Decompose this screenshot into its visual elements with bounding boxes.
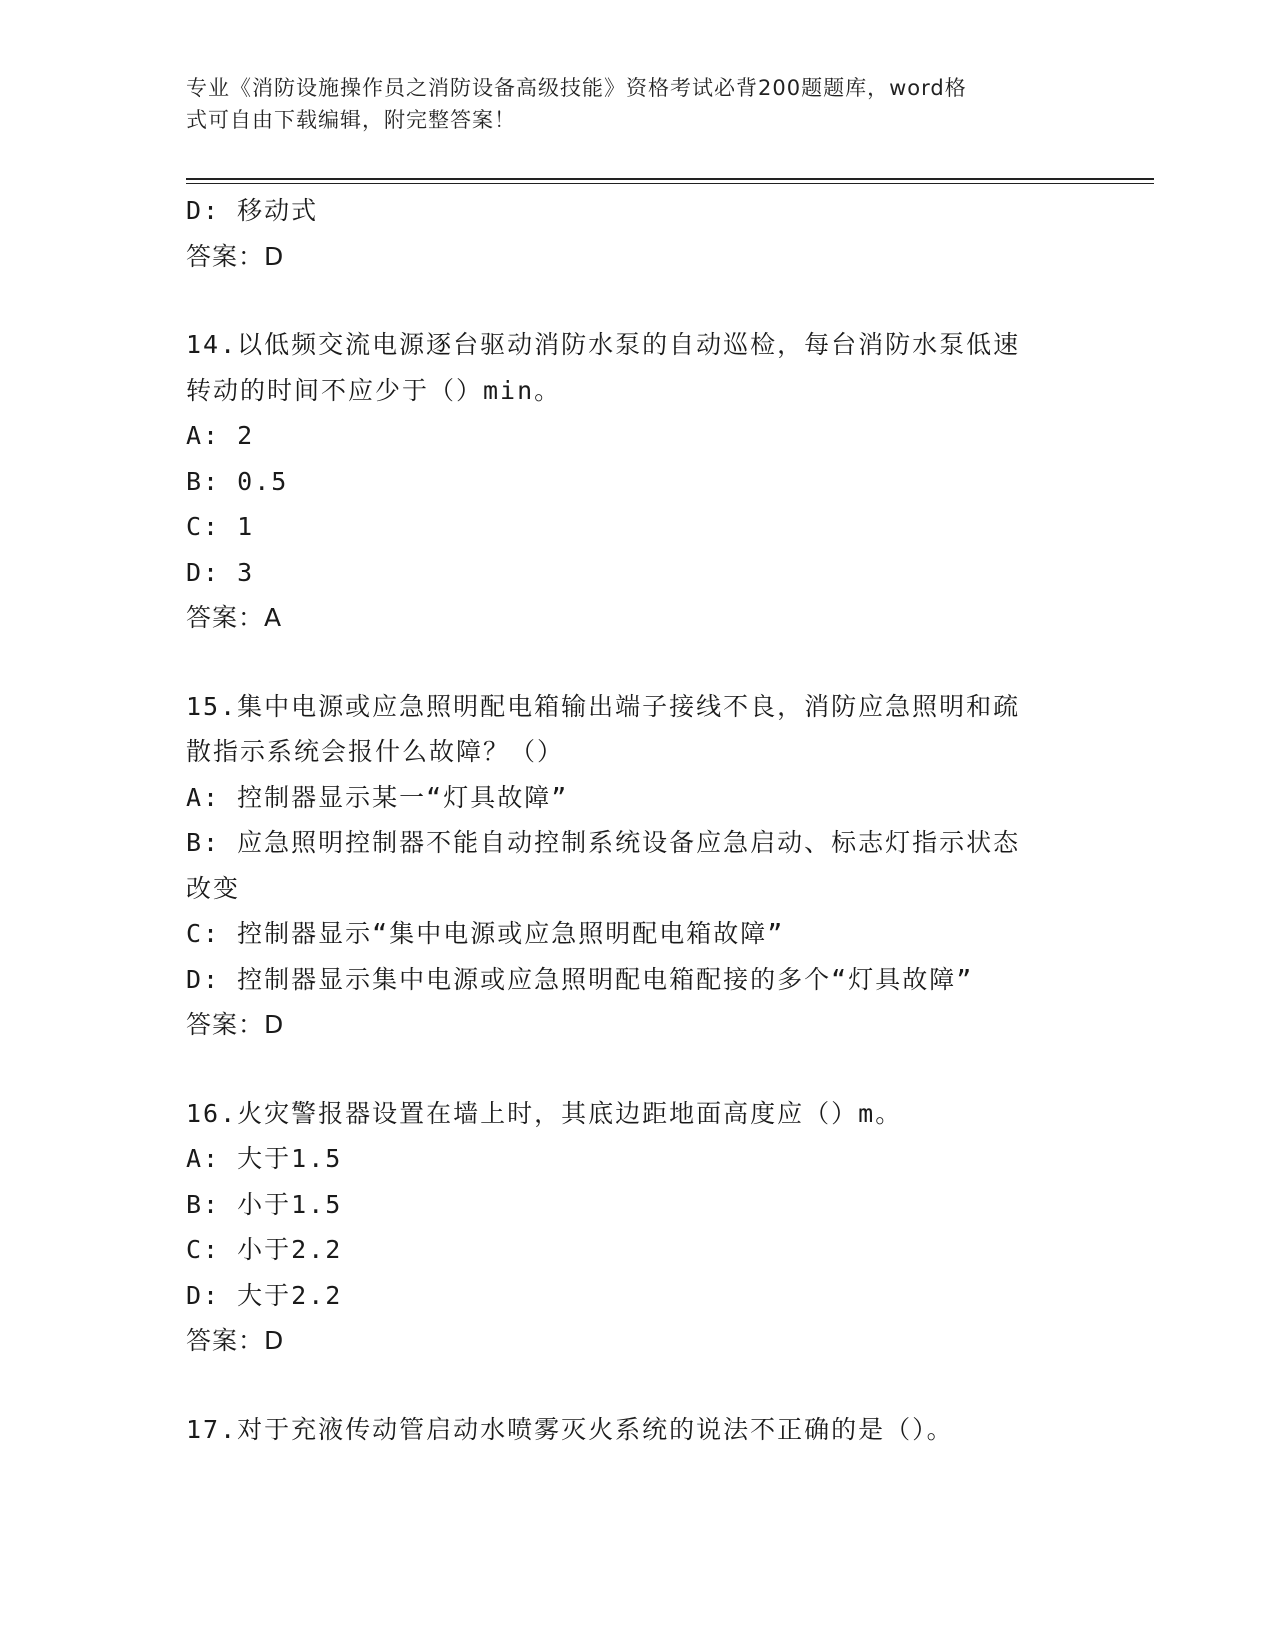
option-d: D: 大于2.2 (186, 1280, 343, 1310)
question-text-continued: 散指示系统会报什么故障？（） (186, 737, 565, 766)
option-c: C: 1 (186, 512, 255, 541)
question-text: 17.对于充液传动管启动水喷雾灭火系统的说法不正确的是（）。 (186, 1414, 954, 1444)
option-b: B: 0.5 (186, 466, 289, 496)
header-rule-thin (186, 183, 1154, 184)
answer-line: 答案：D (186, 241, 285, 271)
answer-line: 答案：A (186, 603, 283, 632)
option-a: A: 控制器显示某一“灯具故障” (186, 782, 569, 812)
previous-question-tail (186, 188, 1066, 279)
question-text-continued: 转动的时间不应少于（）min。 (186, 375, 562, 405)
option-b: B: 应急照明控制器不能自动控制系统设备应急启动、标志灯指示状态 (186, 828, 1021, 857)
question-14 (186, 322, 1066, 641)
question-15 (186, 684, 1066, 1048)
option-b: B: 小于1.5 (186, 1189, 343, 1219)
answer-line: 答案：D (186, 1010, 285, 1039)
question-text: 15.集中电源或应急照明配电箱输出端子接线不良，消防应急照明和疏 (186, 691, 1021, 721)
header-line-1: 专业《消防设施操作员之消防设备高级技能》资格考试必背200题题库，word格 (186, 76, 967, 100)
option-c: C: 控制器显示“集中电源或应急照明配电箱故障” (186, 919, 785, 948)
question-list (186, 188, 1066, 1452)
question-17 (186, 1407, 1066, 1453)
option-d: D: 控制器显示集中电源或应急照明配电箱配接的多个“灯具故障” (186, 964, 974, 994)
question-16 (186, 1091, 1066, 1364)
answer-line: 答案：D (186, 1326, 285, 1355)
header-line-2: 式可自由下载编辑，附完整答案！ (186, 108, 516, 132)
option-a: A: 2 (186, 421, 255, 450)
option-c: C: 小于2.2 (186, 1235, 343, 1264)
option-d: D: 3 (186, 557, 255, 587)
option-b-continued: 改变 (186, 873, 241, 903)
question-text: 16.火灾警报器设置在墙上时，其底边距地面高度应（）m。 (186, 1098, 903, 1128)
question-text: 14.以低频交流电源逐台驱动消防水泵的自动巡检，每台消防水泵低速 (186, 330, 1021, 359)
header-rule-thick (186, 178, 1154, 180)
option-a: A: 大于1.5 (186, 1144, 343, 1173)
option-d: D: 移动式 (186, 196, 319, 225)
document-header (186, 72, 1066, 136)
